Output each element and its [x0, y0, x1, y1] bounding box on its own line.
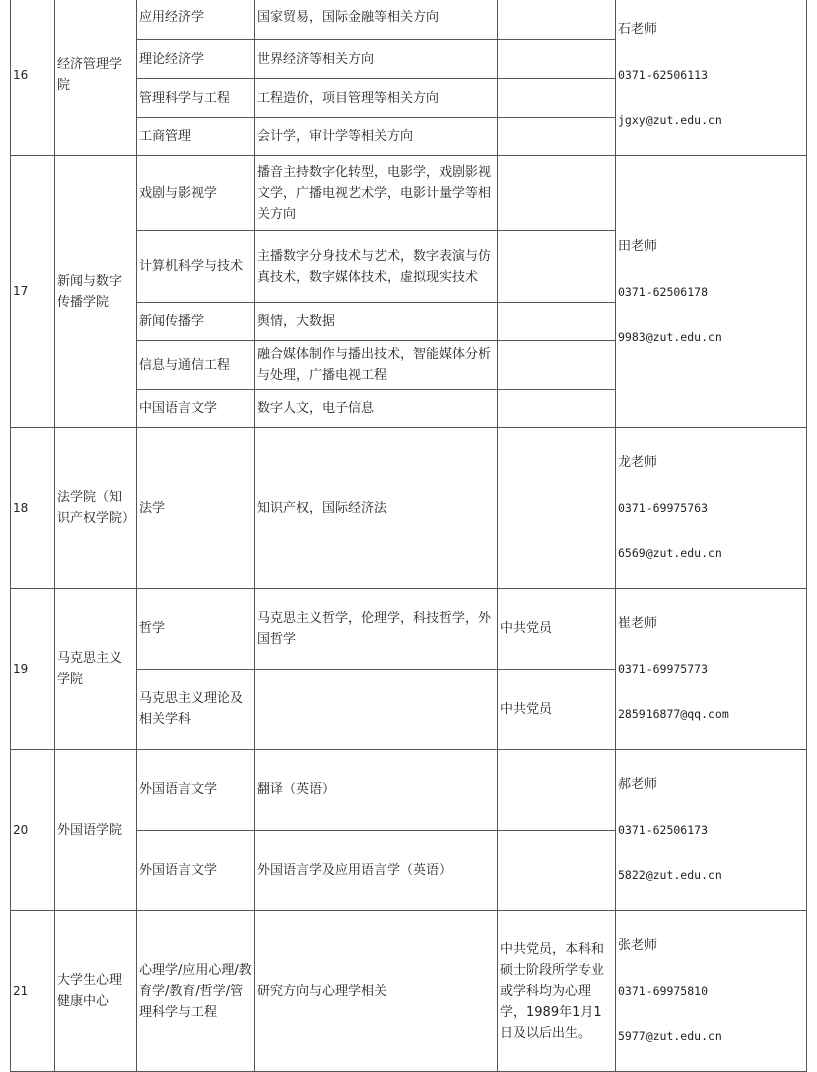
- research-direction: 研究方向与心理学相关: [255, 911, 498, 1072]
- contact-phone: 0371-69975763: [618, 501, 709, 515]
- major: 信息与通信工程: [137, 341, 255, 390]
- requirement: 中共党员: [498, 589, 616, 670]
- requirement: [498, 303, 616, 341]
- major: 哲学: [137, 589, 255, 670]
- contact-cell: [616, 156, 807, 428]
- table-row: [11, 911, 807, 1072]
- contact-phone: 0371-62506113: [618, 68, 709, 82]
- college-name: 马克思主义学院: [55, 589, 137, 750]
- table-row: [11, 156, 807, 231]
- contact-email: 9983@zut.edu.cn: [618, 329, 722, 344]
- major: 理论经济学: [137, 40, 255, 79]
- contact-email: 5977@zut.edu.cn: [618, 1029, 722, 1043]
- research-direction: 舆情，大数据: [255, 303, 498, 341]
- college-name: 新闻与数字传播学院: [55, 156, 137, 428]
- table-row: [11, 750, 807, 831]
- contact-cell: [616, 428, 807, 589]
- contact-email: jgxy@zut.edu.cn: [618, 113, 722, 127]
- requirement: [498, 231, 616, 303]
- major: 管理科学与工程: [137, 79, 255, 118]
- research-direction: 会计学，审计学等相关方向: [255, 118, 498, 156]
- research-direction: 主播数字分身技术与艺术，数字表演与仿真技术，数字媒体技术，虚拟现实技术: [255, 231, 498, 303]
- contact-name: 石老师: [618, 22, 658, 37]
- major: 外国语言文学: [137, 830, 255, 911]
- contact-email: 285916877@qq.com: [618, 707, 729, 721]
- contact-cell: [616, 0, 807, 156]
- table-row: [11, 0, 807, 40]
- table-row: [11, 589, 807, 670]
- research-direction: 工程造价，项目管理等相关方向: [255, 79, 498, 118]
- contact-email: 5822@zut.edu.cn: [618, 868, 722, 882]
- contact-phone: 0371-62506178: [618, 284, 709, 299]
- research-direction: 外国语言学及应用语言学（英语）: [255, 830, 498, 911]
- research-direction: [255, 669, 498, 750]
- college-name: 大学生心理健康中心: [55, 911, 137, 1072]
- contact-name: 张老师: [618, 938, 658, 953]
- requirement: [498, 428, 616, 589]
- major: 工商管理: [137, 118, 255, 156]
- contact-name: 崔老师: [618, 616, 658, 631]
- requirement: [498, 750, 616, 831]
- contact-name: 郝老师: [618, 777, 658, 792]
- major: 外国语言文学: [137, 750, 255, 831]
- requirement: [498, 79, 616, 118]
- requirement: [498, 0, 616, 40]
- contact-phone: 0371-69975773: [618, 662, 709, 676]
- row-number: 21: [11, 911, 55, 1072]
- research-direction: 播音主持数字化转型，电影学，戏剧影视文学，广播电视艺术学，电影计量学等相关方向: [255, 156, 498, 231]
- major: 马克思主义理论及相关学科: [137, 669, 255, 750]
- row-number: 17: [11, 156, 55, 428]
- major: 中国语言文学: [137, 390, 255, 428]
- requirement: [498, 156, 616, 231]
- major: 计算机科学与技术: [137, 231, 255, 303]
- requirement: [498, 830, 616, 911]
- row-number: 16: [11, 0, 55, 156]
- major: 法学: [137, 428, 255, 589]
- contact-phone: 0371-69975810: [618, 984, 709, 998]
- contact-cell: [616, 589, 807, 750]
- recruitment-table: [10, 0, 807, 1072]
- table-row: [11, 428, 807, 589]
- research-direction: 翻译（英语）: [255, 750, 498, 831]
- contact-email: 6569@zut.edu.cn: [618, 546, 722, 560]
- major: 心理学/应用心理/教育学/教育/哲学/管理科学与工程: [137, 911, 255, 1072]
- major: 新闻传播学: [137, 303, 255, 341]
- research-direction: 马克思主义哲学，伦理学，科技哲学，外国哲学: [255, 589, 498, 670]
- contact-name: 龙老师: [618, 455, 658, 470]
- contact-cell: [616, 750, 807, 911]
- requirement: [498, 390, 616, 428]
- college-name: 法学院（知识产权学院）: [55, 428, 137, 589]
- requirement: 中共党员，本科和硕士阶段所学专业或学科均为心理学，1989年1月1日及以后出生。: [498, 911, 616, 1072]
- requirement: [498, 40, 616, 79]
- research-direction: 知识产权，国际经济法: [255, 428, 498, 589]
- requirement: [498, 341, 616, 390]
- requirement: [498, 118, 616, 156]
- major: 应用经济学: [137, 0, 255, 40]
- row-number: 18: [11, 428, 55, 589]
- research-direction: 国家贸易，国际金融等相关方向: [255, 0, 498, 40]
- research-direction: 数字人文，电子信息: [255, 390, 498, 428]
- contact-cell: [616, 911, 807, 1072]
- row-number: 20: [11, 750, 55, 911]
- contact-name: 田老师: [618, 238, 658, 254]
- row-number: 19: [11, 589, 55, 750]
- college-name: 外国语学院: [55, 750, 137, 911]
- research-direction: 世界经济等相关方向: [255, 40, 498, 79]
- major: 戏剧与影视学: [137, 156, 255, 231]
- contact-phone: 0371-62506173: [618, 823, 709, 837]
- requirement: 中共党员: [498, 669, 616, 750]
- research-direction: 融合媒体制作与播出技术，智能媒体分析与处理，广播电视工程: [255, 341, 498, 390]
- college-name: 经济管理学院: [55, 0, 137, 156]
